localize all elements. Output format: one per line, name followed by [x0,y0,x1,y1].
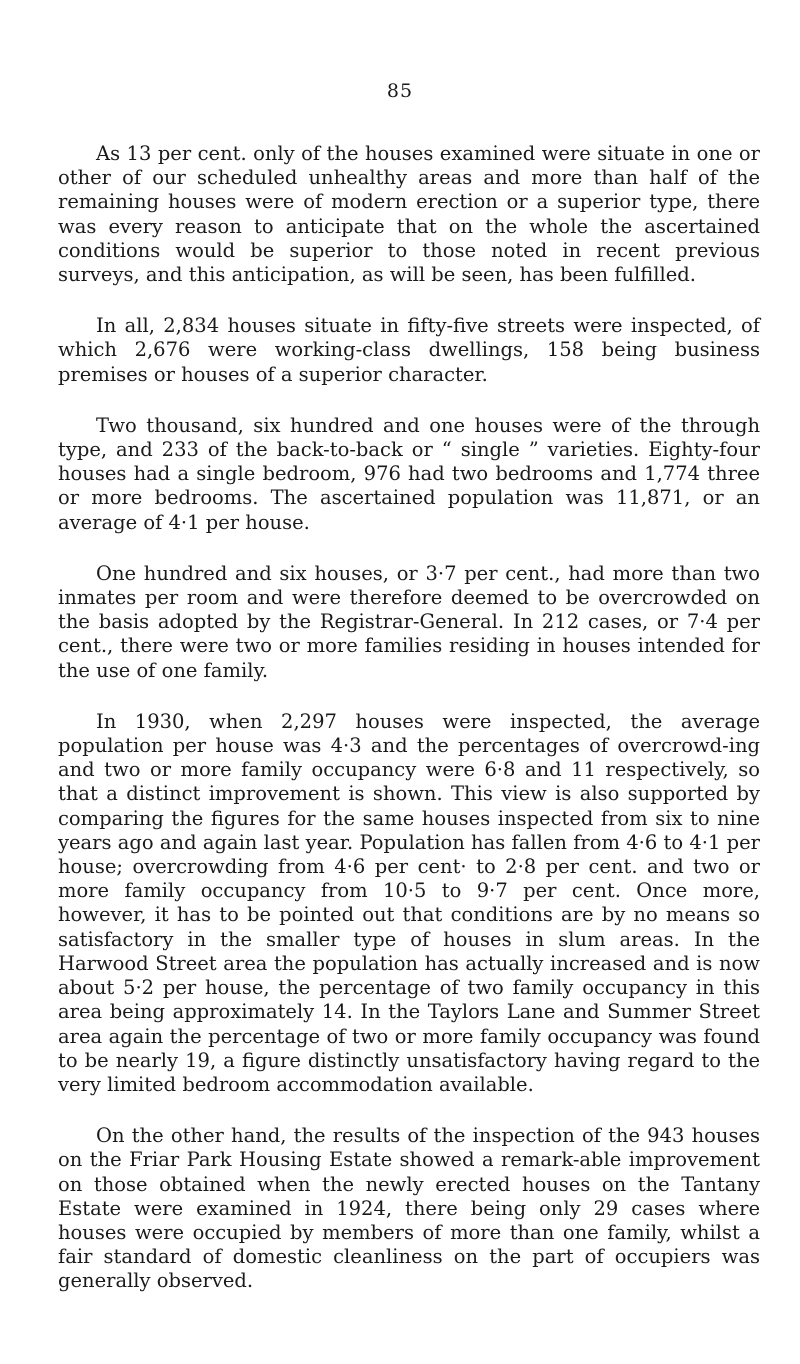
paragraph-friar-park-estate: On the other hand, the results of the inspection of the 943 houses on the Friar Park Housing Estate showed a remark-able improvement on those obtained when the newly erected houses on the Tantany Estate were examined in 1924, there being only 29 cases where houses were occupied by members of more than one family, whilst a fair standard of domestic cleanliness on the part of occupiers was generally observed. [58,1124,760,1293]
paragraph-overcrowding: One hundred and six houses, or 3·7 per cent., had more than two inmates per room and were therefore deemed to be overcrowded on the basis adopted by the Registrar-General. In 212 cases, or 7·4 per cent., there were two or more families residing in houses intended for the use of one family. [58,561,760,682]
paragraph-house-types: Two thousand, six hundred and one houses were of the through type, and 233 of the back-to-back or “ single ” varieties. Eighty-four houses had a single bedroom, 976 had two bedrooms and 1,774 three or more bedrooms. The ascertained population was 11,871, or an average of 4·1 per house. [58,413,760,534]
body-text [58,142,760,1321]
paragraph-houses-inspected: In all, 2,834 houses situate in fifty-five streets were inspected, of which 2,676 were working-class dwellings, 158 being business premises or houses of a superior character. [58,314,760,386]
paragraph-comparison-1930: In 1930, when 2,297 houses were inspected, the average population per house was 4·3 and the percentages of overcrowd-ing and two or more family occupancy were 6·8 and 11 respectively, so that a distinct improvement is shown. This view is also supported by comparing the figures for the same houses inspected from six to nine years ago and again last year. Population has fallen from 4·6 to 4·1 per house; overcrowding from 4·6 per cent· to 2·8 per cent. and two or more family occupancy from 10·5 to 9·7 per cent. Once more, however, it has to be pointed out that conditions are by no means so satisfactory in the smaller type of houses in slum areas. In the Harwood Street area the population has actually increased and is now about 5·2 per house, the percentage of two family occupancy in this area being approximately 14. In the Taylors Lane and Summer Street area again the percentage of two or more family occupancy was found to be nearly 19, a figure distinctly unsatisfactory having regard to the very limited bedroom accommodation available. [58,709,760,1096]
page-number: 85 [386,80,414,102]
paragraph-survey-expectation: As 13 per cent. only of the houses examined were situate in one or other of our scheduled unhealthy areas and more than half of the remaining houses were of modern erection or a superior type, there was every reason to anticipate that on the whole the ascertained conditions would be superior to those noted in recent previous surveys, and this anticipation, as will be seen, has been fulfilled. [58,142,760,287]
